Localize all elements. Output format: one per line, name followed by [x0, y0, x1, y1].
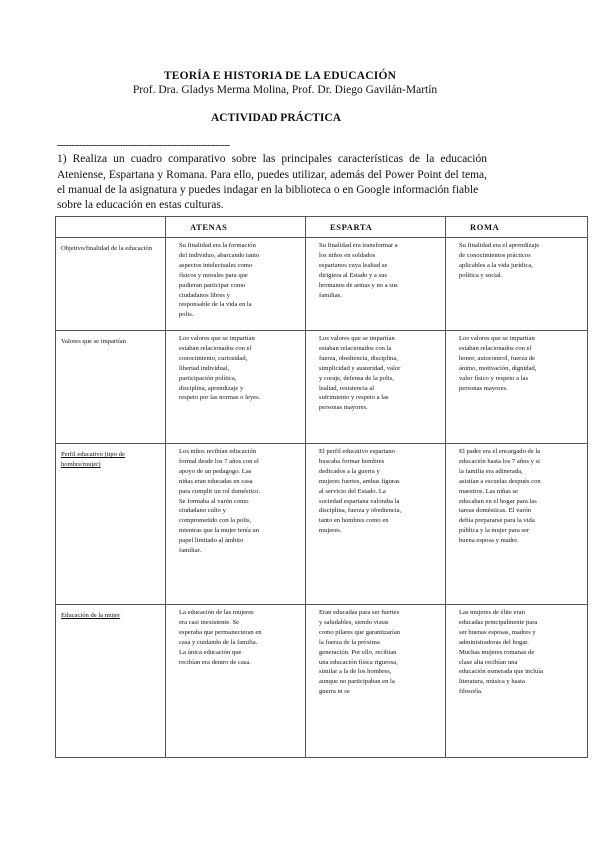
separator-line: ------------------------------------------------------------- — [57, 140, 230, 151]
table-cell — [166, 238, 306, 331]
header-empty-cell — [56, 217, 166, 238]
cell-atenas-valores: Los valores que se impartían estaban relacionados con el conocimiento, curiosidad, libertad individual, participación política, disciplina, aprendizaje y respeto por las normas o leyes. — [179, 335, 261, 402]
row-category-cell — [56, 605, 166, 758]
table-row — [56, 238, 588, 331]
row-category-valores: Valores que se impartían — [61, 338, 126, 345]
document-title: TEORÍA E HISTORIA DE LA EDUCACIÓN — [163, 70, 397, 82]
comparison-table — [55, 216, 588, 758]
row-category-cell — [56, 444, 166, 605]
table-cell — [306, 605, 446, 758]
instruction-last-line: sobre la educación en estas culturas. — [57, 199, 224, 211]
table-cell — [306, 444, 446, 605]
cell-atenas-mujer: La educación de las mujeres era casi inexistente. Se esperaba que permanecieran en casa y cuidando de la familia. La única educación que recibían era dentro de casa. — [179, 609, 262, 666]
activity-heading: ACTIVIDAD PRÁCTICA — [210, 112, 342, 124]
cell-roma-perfil: El padre era el encargado de la educación hasta los 7 años y si la familia era adinerada, asistían a escuelas después con maestros. Las niñas se educaban en el hogar para las tareas domésticas. El varón debía prepararse para la vida pública y la mujer para ser buena esposa y madre. — [459, 448, 541, 545]
row-category-objetivo: Objetivo/finalidad de la educación — [61, 245, 152, 252]
table-cell — [166, 331, 306, 444]
cell-atenas-objetivo: Su finalidad era la formación del individuo, abarcando tanto aspectos intelectuales como físicos y morales para que pudieran participar como ciudadanos libres y responsable de la vida en la polis. — [179, 242, 260, 319]
cell-esparta-valores: Los valores que se impartían estaban relacionados con la fuerza, obediencia, disciplina, simplicidad y austeridad, valor y coraje, defensa de la polis, lealtad, resistencia al sufrimiento y respeto a las personas mayores. — [319, 335, 401, 412]
cell-esparta-perfil: El perfil educativo espartano buscaba formar hombres dedicados a la guerra y mujeres fuertes, ambas figuras al servicio del Estado. La sociedad espartana valoraba la disciplina, fuerza y obediencia, tanto en hombres como en mujeres. — [319, 448, 402, 535]
cell-esparta-objetivo: Su finalidad era transformar a los niños en soldados espartanos cuya lealtad se dirigiera al Estado y a sus hermanos de armas y no a sus familias. — [319, 242, 398, 299]
header-esparta: ESPARTA — [306, 217, 446, 238]
cell-roma-valores: Los valores que se impartían estaban relacionados con el honor, autocontrol, fuerza de ánimo, motivación, dignidad, valor físico y respeto a las personas mayores. — [459, 335, 537, 392]
header-roma: ROMA — [446, 217, 588, 238]
cell-atenas-perfil: Los niños recibían educación formal desde los 7 años con el apoyo de un pedagogo. Las niñas eran educadas en casa para cumplir un rol doméstico. Se formaba al varón como ciudadano culto y comprometido con la polis, mientras que la mujer tenía un papel limitado al ámbito familiar. — [179, 448, 261, 555]
table-header-row — [56, 217, 588, 238]
table-cell — [306, 331, 446, 444]
header-atenas: ATENAS — [166, 217, 306, 238]
instruction-paragraph: 1) Realiza un cuadro comparativo sobre las principales características de la educación Ateniense, Espartana y Romana. Para ello, puedes utilizar, además del Power Point del tema, el manual de la asignatura y puedes indagar en la biblioteca o en Google información fiable — [57, 153, 487, 197]
table-cell — [446, 605, 588, 758]
table-cell — [446, 331, 588, 444]
table-cell — [166, 444, 306, 605]
row-category-cell — [56, 331, 166, 444]
table-cell — [166, 605, 306, 758]
table-row — [56, 331, 588, 444]
cell-esparta-mujer: Eran educadas para ser fuertes y saludables, siendo vistas como pilares que garantizarían la fuerza de la próxima generación. Por ello, recibían una educación física rigurosa, similar a la de los hombres, aunque no participaban en la guerra ni se — [319, 609, 401, 696]
row-category-perfil: Perfil educativo (tipo de hombre/mujer) — [61, 451, 125, 468]
row-category-mujer: Educación de la mujer — [61, 612, 121, 619]
table-cell — [446, 238, 588, 331]
cell-roma-objetivo: Su finalidad era el aprendizaje de conocimientos prácticos aplicables a la vida jurídica, política y social. — [459, 242, 540, 279]
row-category-cell — [56, 238, 166, 331]
table-cell — [446, 444, 588, 605]
cell-roma-mujer: Las mujeres de élite eran educadas principalmente para ser buenas esposas, madres y administradoras del hogar. Muchas mujeres romanas de clase alta recibían una educación esmerada que incluía literatura, música y hasta filosofía. — [459, 609, 544, 696]
authors-line: Prof. Dra. Gladys Merma Molina, Prof. Dr. Diego Gavilán-Martín — [132, 84, 438, 96]
table-cell — [306, 238, 446, 331]
table-row — [56, 605, 588, 758]
table-row — [56, 444, 588, 605]
